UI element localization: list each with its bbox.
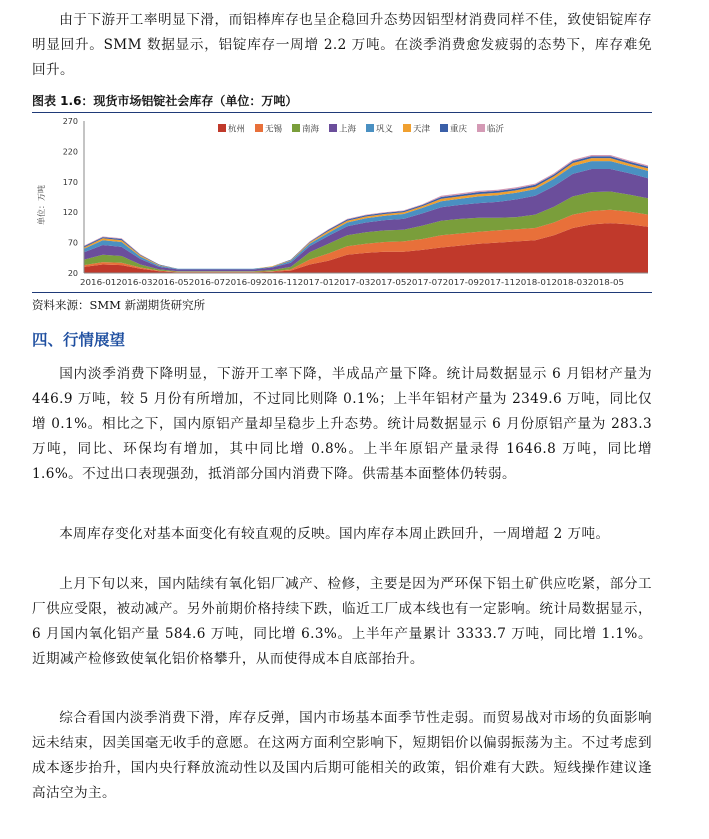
legend-swatch-巩义 [366,124,374,132]
legend-label-临沂: 临沂 [487,124,505,135]
figure-bottom-rule [32,292,652,293]
legend-label-杭州: 杭州 [228,124,246,135]
legend-swatch-杭州 [218,124,226,132]
legend-swatch-临沂 [477,124,485,132]
inventory-area-chart [32,113,652,291]
legend-swatch-重庆 [440,124,448,132]
x-tick-labels: 2016-012016-032016-052016-072016-092016-112017-012017-032017-052017-072017-092017-112018-012018-032018-05 [80,278,624,287]
legend-swatch-南海 [292,124,300,132]
legend-label-重庆: 重庆 [450,124,468,135]
y-axis-label: 单位：万吨 [37,185,46,225]
paragraph-1: 由于下游开工率明显下滑，而铝棒库存也呈企稳回升态势因铝型材消费同样不佳，致使铝锭库存明显回升。SMM 数据显示，铝锭库存一周增 2.2 万吨。在淡季消费愈发疲弱的态势下，库存难免回升。 [32,12,652,78]
figure-source: 资料来源：SMM 新湖期货研究所 [32,298,206,312]
legend-swatch-天津 [403,124,411,132]
legend-label-天津: 天津 [413,124,431,135]
legend-label-巩义: 巩义 [376,124,394,135]
paragraph-4: 上月下旬以来，国内陆续有氧化铝厂减产、检修，主要是因为严环保下铝土矿供应吃紧，部分工厂供应受限，被动减产。另外前期价格持续下跌，临近工厂成本线也有一定影响。统计局数据显示，6 月国内氧化铝产量 584.6 万吨，同比增 6.3%。上半年产量累计 3333.7 万吨，同比增 1.1%。近期减产检修致使氧化铝价格攀升，从而使得成本自底部抬升。 [32,576,652,667]
legend-label-南海: 南海 [302,124,320,135]
paragraph-3: 本周库存变化对基本面变化有较直观的反映。国内库存本周止跌回升，一周增超 2 万吨。 [59,526,610,542]
legend-label-上海: 上海 [339,124,357,135]
legend-swatch-无锡 [255,124,263,132]
y-tick-label: 120 [62,208,78,218]
y-tick-label: 70 [67,238,78,248]
paragraph-5: 综合看国内淡季消费下滑，库存反弹，国内市场基本面季节性走弱。而贸易战对市场的负面影响远未结束，因美国毫无收手的意愿。在这两方面利空影响下，短期铝价以偏弱振荡为主。不过考虑到成本逐步抬升，国内央行释放流动性以及国内后期可能相关的政策，铝价难有大跌。短线操作建议逢高沽空为主。 [32,710,652,801]
paragraph-2: 国内淡季消费下降明显，下游开工率下降，半成品产量下降。统计局数据显示 6 月铝材产量为 446.9 万吨，较 5 月份有所增加，不过同比则降 0.1%；上半年铝材产量为 2349.6 万吨，同比仅增 0.1%。相比之下，国内原铝产量却呈稳步上升态势。统计局数据显示 6 月份原铝产量为 283.3 万吨，同比、环保均有增加，其中同比增 0.8%。上半年原铝产量录得 1646.8 万吨，同比增 1.6%。不过出口表现强劲，抵消部分国内消费下降。供需基本面整体仍转弱。 [32,366,652,482]
section-heading: 四、行情展望 [32,331,126,349]
figure-title: 图表 1.6：现货市场铝锭社会库存（单位：万吨） [32,94,298,108]
y-tick-label: 220 [62,147,78,157]
y-tick-label: 20 [67,269,78,278]
legend-swatch-上海 [329,124,337,132]
y-tick-label: 270 [62,117,78,126]
y-tick-label: 170 [62,177,78,187]
legend-label-无锡: 无锡 [265,124,283,135]
